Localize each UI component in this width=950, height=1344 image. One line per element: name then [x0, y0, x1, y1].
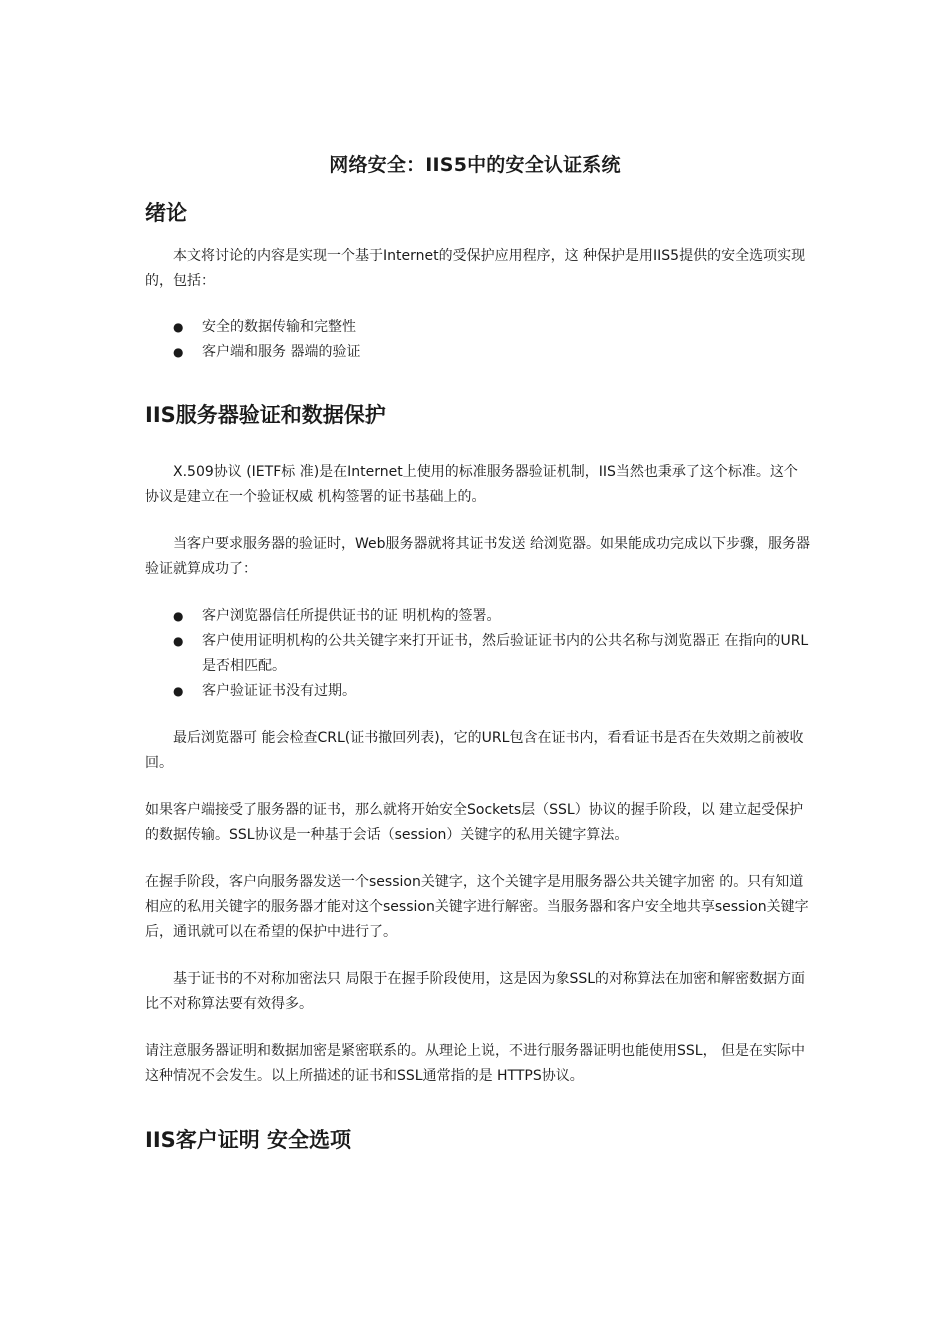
list-item	[145, 679, 810, 704]
list-item-text: 安全的数据传输和完整性	[202, 319, 356, 335]
paragraph-crl: 最后浏览器可 能会检查CRL(证书撤回列表)，它的URL包含在证书内，看看证书是否在失效期之前被收回。	[145, 730, 804, 771]
list-item	[145, 340, 810, 365]
paragraph-https: 请注意服务器证明和数据加密是紧密联系的。从理论上说，不进行服务器证明也能使用SSL， 但是在实际中这种情况不会发生。以上所描述的证书和SSL通常指的是 HTTPS协议。	[145, 1043, 806, 1084]
list-item-text: 客户端和服务 器端的验证	[202, 344, 361, 360]
bullet-icon: ●	[173, 609, 184, 623]
bullet-icon: ●	[173, 634, 184, 648]
list-item	[145, 629, 810, 679]
list-item-text: 客户验证证书没有过期。	[202, 683, 356, 699]
server-auth-bullet-list	[145, 604, 810, 704]
paragraph-ssl-handshake: 如果客户端接受了服务器的证书，那么就将开始安全Sockets层（SSL）协议的握手阶段，以 建立起受保护的数据传输。SSL协议是一种基于会话（session）关键字的私用关键字算法。	[145, 802, 804, 843]
bullet-icon: ●	[173, 684, 184, 698]
paragraph-x509: X.509协议 (IETF标 准)是在Internet上使用的标准服务器验证机制，IIS当然也秉承了这个标准。这个协议是建立在一个验证权威 机构签署的证书基础上的。	[145, 464, 798, 505]
paragraph-web-server-cert: 当客户要求服务器的验证时，Web服务器就将其证书发送 给浏览器。如果能成功完成以下步骤，服务器验证就算成功了：	[145, 536, 810, 577]
page-title: 网络安全：IIS5中的安全认证系统	[329, 154, 621, 176]
paragraph-session-key: 在握手阶段，客户向服务器发送一个session关键字，这个关键字是用服务器公共关键字加密 的。只有知道相应的私用关键字的服务器才能对这个session关键字进行解密。当服务器和客户安全地共享session关键字后，通讯就可以在希望的保护中进行了。	[145, 874, 809, 940]
list-item	[145, 315, 810, 340]
section-heading-server-auth: IIS服务器验证和数据保护	[145, 403, 386, 427]
list-item	[145, 604, 810, 629]
intro-bullet-list	[145, 315, 810, 365]
intro-paragraph: 本文将讨论的内容是实现一个基于Internet的受保护应用程序，这 种保护是用IIS5提供的安全选项实现的，包括：	[145, 248, 806, 289]
list-item-text: 客户浏览器信任所提供证书的证 明机构的签署。	[202, 608, 501, 624]
section-heading-intro: 绪论	[145, 201, 187, 225]
list-item-text: 客户使用证明机构的公共关键字来打开证书，然后验证证书内的公共名称与浏览器正 在指向的URL是否相匹配。	[202, 633, 809, 674]
paragraph-asymmetric: 基于证书的不对称加密法只 局限于在握手阶段使用，这是因为象SSL的对称算法在加密和解密数据方面比不对称算法要有效得多。	[145, 971, 806, 1012]
bullet-icon: ●	[173, 320, 184, 334]
bullet-icon: ●	[173, 345, 184, 359]
section-heading-client-cert: IIS客户证明 安全选项	[145, 1128, 352, 1152]
